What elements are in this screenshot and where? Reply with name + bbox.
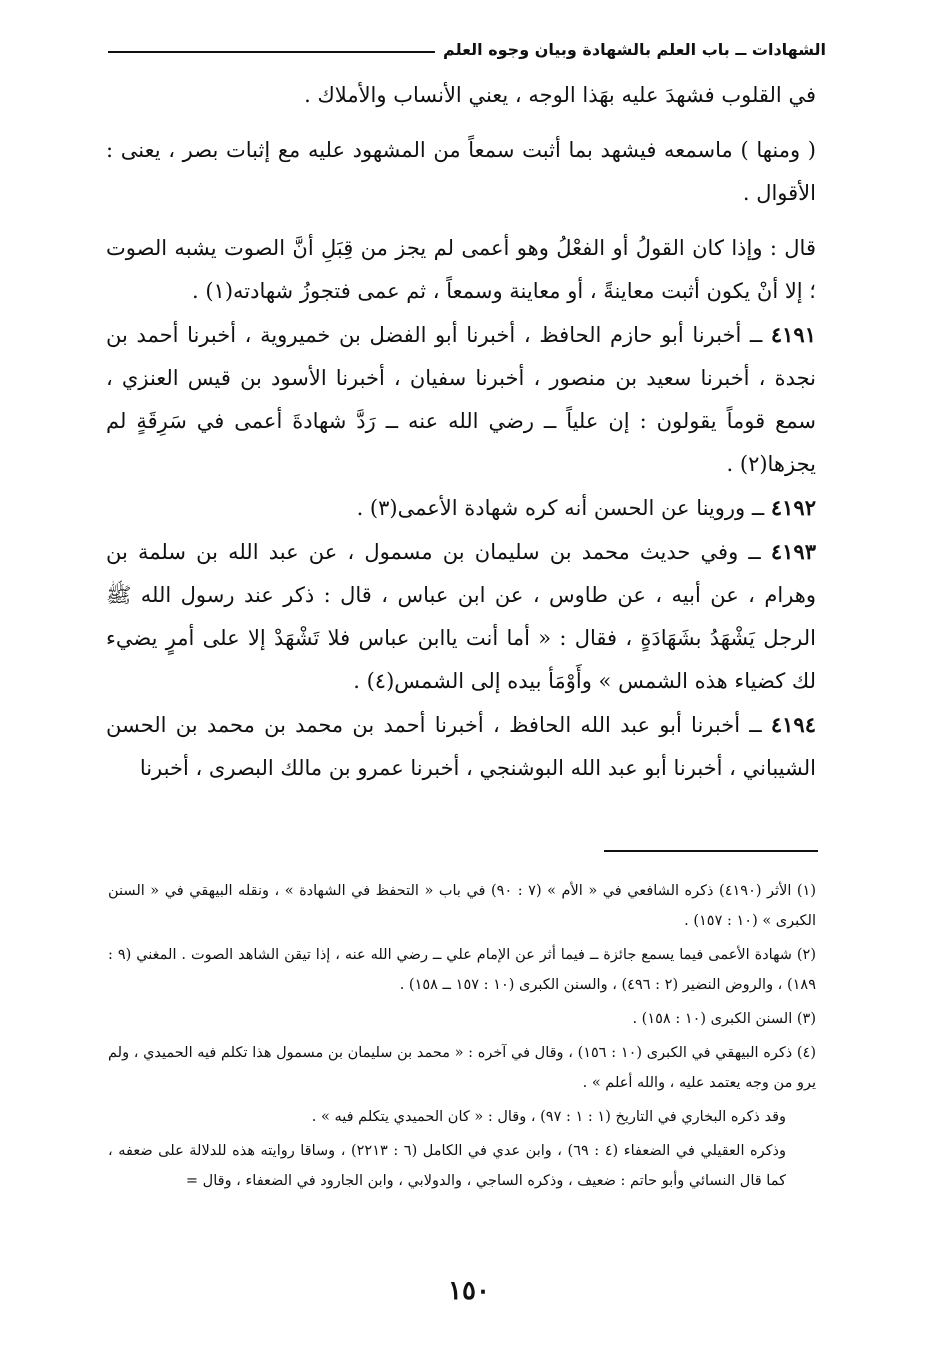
hadith-text: ــ وفي حديث محمد بن سليمان بن مسمول ، عن عبد الله بن سلمة بن وهرام ، عن أبيه ، عن طاوس ، عن ابن عباس ، قال : ذكر عند رسول الله ﷺ الرجل يَشْهَدُ بشَهَادَةٍ ، فقال : « أما أنت ياابن عباس فلا تَشْهَدْ إلا على أمرٍ يضيء لك كضياء هذه الشمس » وأَوْمَأ بيده إلى الشمس(٤) . [106, 540, 816, 693]
chapter-title: الشهادات ــ باب العلم بالشهادة وبيان وجوه العلم [443, 40, 826, 59]
header-rule [108, 51, 435, 53]
footnote-3: (٣) السنن الكبرى (١٠ : ١٥٨) . [632, 1011, 816, 1027]
continuation-line: في القلوب فشهدَ عليه بهَذا الوجه ، يعني الأنساب والأملاك . [304, 83, 816, 107]
hadith-number: ٤١٩١ [770, 322, 816, 347]
footnote-rule [604, 850, 818, 852]
footnote-2: (٢) شهادة الأعمى فيما يسمع جائزة ــ فيما أثر عن الإمام علي ــ رضي الله عنه ، إذا تيقن الشاهد الصوت . المغني (٩ : ١٨٩) ، والروض النضير (٢ : ٤٩٦) ، والسنن الكبرى (١٠ : ١٥٧ ــ ١٥٨) . [108, 947, 816, 993]
paragraph-qala: قال : وإذا كان القولُ أو الفعْلُ وهو أعمى لم يجز من قِبَلِ أنَّ الصوت يشبه الصوت ؛ إلا أنْ يكون أثبت معاينةً ، أو معاينة وسمعاً ، ثم عمى فتجوزُ شهادته(١) . [106, 236, 816, 303]
hadith-text: ــ وروينا عن الحسن أنه كره شهادة الأعمى(٣) . [356, 496, 765, 520]
main-text [106, 74, 816, 790]
page-number: ١٥٠ [448, 1276, 490, 1306]
hadith-number: ٤١٩٣ [770, 539, 816, 564]
footnotes [108, 876, 816, 1200]
running-header [108, 40, 826, 59]
hadith-4192 [106, 486, 816, 530]
footnote-1: (١) الأثر (٤١٩٠) ذكره الشافعي في « الأم » (٧ : ٩٠) في باب « التحفظ في الشهادة » ، ونقله البيهقي في « السنن الكبرى » (١٠ : ١٥٧) . [108, 883, 817, 929]
hadith-text: ــ أخبرنا أبو عبد الله الحافظ ، أخبرنا أحمد بن محمد بن محمد بن الحسن الشيباني ، أخبرنا أبو عبد الله البوشنجي ، أخبرنا عمرو بن مالك البصرى ، أخبرنا [106, 713, 816, 780]
hadith-4194 [106, 703, 816, 790]
footnote-4-continued: وقد ذكره البخاري في التاريخ (١ : ١ : ٩٧) ، وقال : « كان الحميدي يتكلم فيه » . [311, 1109, 786, 1125]
hadith-text: ــ أخبرنا أبو حازم الحافظ ، أخبرنا أبو الفضل بن خميروية ، أخبرنا أحمد بن نجدة ، أخبرنا سعيد بن منصور ، أخبرنا سفيان ، أخبرنا الأسود بن قيس العنزي ، سمع قوماً يقولون : إن علياً ــ رضي الله عنه ــ رَدَّ شهادةَ أعمى في سَرِقَةٍ لم يجزها(٢) . [106, 323, 816, 476]
footnote-4-continued-2: وذكره العقيلي في الضعفاء (٤ : ٦٩) ، وابن عدي في الكامل (٦ : ٢٢١٣) ، وساقا روايته هذه للدلالة على ضعفه ، كما قال النسائي وأبو حاتم : ضعيف ، وذكره الساجي ، والدولابي ، وابن الجارود في الضعفاء ، وقال = [108, 1143, 786, 1189]
hadith-4193 [106, 530, 816, 703]
hadith-number: ٤١٩٢ [770, 495, 816, 520]
hadith-4191 [106, 313, 816, 486]
paragraph-minha: ( ومنها ) ماسمعه فيشهد بما أثبت سمعاً من المشهود عليه مع إثبات بصر ، يعنى : الأقوال . [106, 138, 816, 205]
footnote-4: (٤) ذكره البيهقي في الكبرى (١٠ : ١٥٦) ، وقال في آخره : « محمد بن سليمان بن مسمول هذا تكلم فيه الحميدي ، ولم يرو من وجه يعتمد عليه ، والله أعلم » . [108, 1045, 816, 1091]
hadith-number: ٤١٩٤ [770, 712, 816, 737]
